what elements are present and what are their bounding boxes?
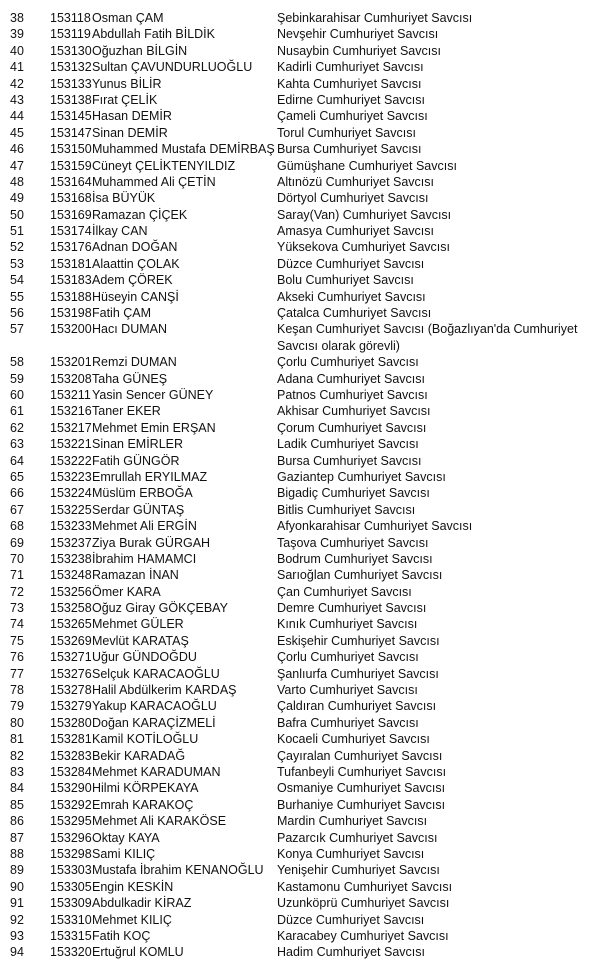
row-number: 81 [10,732,24,747]
registry-number: 153133 [50,76,92,91]
person-name: Ziya Burak GÜRGAH [92,535,211,550]
assignment: Patnos Cumhuriyet Savcısı [277,388,428,402]
row-number: 50 [10,207,24,222]
list-row [0,485,600,501]
registry-number: 153310 [50,912,92,927]
list-row [0,535,600,551]
assignment: Çorlu Cumhuriyet Savcısı [277,650,419,665]
person-name: Sinan DEMİR [92,125,168,140]
assignment: Düzce Cumhuriyet Savcısı [277,912,425,927]
list-row [0,895,600,911]
assignment: Taşova Cumhuriyet Savcısı [277,535,429,550]
list-row [0,649,600,665]
registry-number: 153147 [50,125,92,140]
assignment: Karacabey Cumhuriyet Savcısı [277,928,449,943]
assignment: Gümüşhane Cumhuriyet Savcısı [277,158,457,173]
list-row [0,10,600,26]
registry-number: 153164 [50,174,92,189]
list-row [0,158,600,174]
assignment: Düzce Cumhuriyet Savcısı [277,256,425,271]
row-number: 57 [10,322,24,337]
row-number: 48 [10,174,24,189]
person-name: Fatih ÇAM [92,306,152,321]
row-number: 74 [10,617,24,632]
assignment: Torul Cumhuriyet Savcısı [277,125,416,140]
registry-number: 153298 [50,846,92,861]
row-number: 91 [10,896,24,911]
person-name: Mehmet KARADUMAN [92,764,221,779]
registry-number: 153176 [50,240,92,255]
registry-number: 153223 [50,469,92,484]
assignment: Bursa Cumhuriyet Savcısı [277,142,422,157]
assignment: Şanlıurfa Cumhuriyet Savcısı [277,666,439,681]
list-row [0,256,600,272]
registry-number: 153248 [50,568,92,583]
row-number: 61 [10,404,24,419]
assignment: Varto Cumhuriyet Savcısı [277,683,418,698]
person-name: Oğuz Giray GÖKÇEBAY [92,601,228,616]
row-number: 77 [10,666,24,681]
row-number: 62 [10,420,24,435]
assignment: Bodrum Cumhuriyet Savcısı [277,551,433,566]
list-row [0,912,600,928]
row-number: 80 [10,715,24,730]
list-row [0,92,600,108]
person-name: Taner EKER [92,404,161,419]
assignment: Çayıralan Cumhuriyet Savcısı [277,748,443,763]
list-row [0,436,600,452]
assignment: Konya Cumhuriyet Savcısı [277,846,425,861]
row-number: 54 [10,273,24,288]
row-number: 41 [10,60,24,75]
registry-number: 153225 [50,502,92,517]
assignment: Kadirli Cumhuriyet Savcısı [277,60,424,75]
list-row [0,403,600,419]
registry-number: 153118 [50,11,91,25]
row-number: 67 [10,502,24,517]
assignment: Çan Cumhuriyet Savcısı [277,584,412,599]
row-number: 52 [10,240,24,255]
row-number: 64 [10,453,24,468]
registry-number: 153132 [50,60,92,75]
registry-number: 153303 [50,863,92,878]
list-row [0,813,600,829]
person-name: Mehmet Ali ERGİN [92,519,197,534]
registry-number: 153181 [50,256,92,271]
row-number: 93 [10,928,24,943]
assignment: Edirne Cumhuriyet Savcısı [277,92,425,107]
person-name: Yasin Sencer GÜNEY [92,388,214,402]
assignment: Afyonkarahisar Cumhuriyet Savcısı [277,519,473,534]
row-number: 46 [10,142,24,157]
person-name: Hacı DUMAN [92,322,168,337]
person-name: Sultan ÇAVUNDURLUOĞLU [92,60,253,75]
list-row [0,59,600,75]
registry-number: 153130 [50,43,92,58]
list-row [0,633,600,649]
registry-number: 153315 [50,928,92,943]
row-number: 83 [10,764,24,779]
assignment: Kahta Cumhuriyet Savcısı [277,76,422,91]
list-row [0,125,600,141]
person-name: Hilmi KÖRPEKAYA [92,781,199,796]
person-name: Bekir KARADAĞ [92,748,186,763]
person-name: Uğur GÜNDOĞDU [92,650,197,665]
row-number: 60 [10,388,24,402]
person-name: Fatih KOÇ [92,928,151,943]
row-number: 58 [10,355,24,370]
list-row [0,862,600,878]
person-name: Yakup KARACAOĞLU [92,699,217,714]
list-row [0,846,600,862]
person-name: Doğan KARAÇİZMELİ [92,715,216,730]
list-row [0,305,600,321]
person-name: Sinan EMİRLER [92,437,184,452]
assignment: Akhisar Cumhuriyet Savcısı [277,404,431,419]
assignment: Saray(Van) Cumhuriyet Savcısı [277,207,452,222]
row-number: 65 [10,469,24,484]
person-name: Mehmet KILIÇ [92,912,172,927]
row-number: 45 [10,125,24,140]
person-name: Müslüm ERBOĞA [92,486,193,501]
list-row [0,43,600,59]
registry-number: 153224 [50,486,92,501]
row-number: 71 [10,568,24,583]
row-number: 68 [10,519,24,534]
assignment: Uzunköprü Cumhuriyet Savcısı [277,896,450,911]
registry-number: 153265 [50,617,92,632]
registry-number: 153292 [50,797,92,812]
list-row [0,682,600,698]
assignment: Bigadiç Cumhuriyet Savcısı [277,486,430,501]
person-name: Cüneyt ÇELİKTENYILDIZ [92,158,236,173]
list-row [0,715,600,731]
row-number: 53 [10,256,24,271]
row-number: 69 [10,535,24,550]
registry-number: 153269 [50,633,92,648]
registry-number: 153237 [50,535,92,550]
row-number: 73 [10,601,24,616]
person-name: Oktay KAYA [92,830,160,845]
row-number: 42 [10,76,24,91]
row-number: 44 [10,109,24,124]
registry-number: 153159 [50,158,92,173]
list-row [0,944,600,960]
registry-number: 153320 [50,945,92,960]
registry-number: 153168 [50,191,92,206]
assignment: Bafra Cumhuriyet Savcısı [277,715,419,730]
person-name: Ömer KARA [92,584,161,599]
row-number: 51 [10,224,24,239]
registry-number: 153296 [50,830,92,845]
assignment: Yenişehir Cumhuriyet Savcısı [277,863,440,878]
list-row [0,764,600,780]
row-number: 63 [10,437,24,452]
assignment: Keşan Cumhuriyet Savcısı (Boğazlıyan'da Cumhuriyet Savcısı olarak görevli) [277,322,578,353]
registry-number: 153290 [50,781,92,796]
person-name: Sami KILIÇ [92,846,156,861]
registry-number: 153280 [50,715,92,730]
registry-number: 153283 [50,748,92,763]
row-number: 92 [10,912,24,927]
row-number: 59 [10,371,24,386]
list-row [0,453,600,469]
row-number: 72 [10,584,24,599]
row-number: 87 [10,830,24,845]
list-row [0,731,600,747]
registry-number: 153238 [50,551,92,566]
row-number: 94 [10,945,24,960]
row-number: 78 [10,683,24,698]
assignment: Demre Cumhuriyet Savcısı [277,601,427,616]
person-name: Mehmet Ali KARAKÖSE [92,814,227,829]
list-row [0,502,600,518]
list-row [0,567,600,583]
list-row [0,223,600,239]
assignment: Altınözü Cumhuriyet Savcısı [277,174,435,189]
registry-number: 153281 [50,732,92,747]
list-row [0,207,600,223]
registry-number: 153258 [50,601,92,616]
assignment: Gaziantep Cumhuriyet Savcısı [277,469,446,484]
list-row [0,698,600,714]
assignment: Amasya Cumhuriyet Savcısı [277,224,434,239]
list-row [0,321,600,354]
list-row [0,387,600,403]
registry-number: 153200 [50,322,92,337]
assignment: Kınık Cumhuriyet Savcısı [277,617,418,632]
person-name: Mevlüt KARATAŞ [92,633,189,648]
registry-number: 153295 [50,814,92,829]
row-number: 86 [10,814,24,829]
list-row [0,780,600,796]
assignment: Hadim Cumhuriyet Savcısı [277,945,425,960]
row-number: 55 [10,289,24,304]
person-name: Serdar GÜNTAŞ [92,502,185,517]
person-name: Kamil KOTİLOĞLU [92,732,199,747]
person-name: Yunus BİLİR [92,76,162,91]
registry-number: 153271 [50,650,92,665]
assignment: Ladik Cumhuriyet Savcısı [277,437,419,452]
registry-number: 153208 [50,371,92,386]
row-number: 82 [10,748,24,763]
list-row [0,551,600,567]
person-name: Fatih GÜNGÖR [92,453,180,468]
person-name: Fırat ÇELİK [92,92,158,107]
row-number: 85 [10,797,24,812]
row-number: 47 [10,158,24,173]
row-number: 56 [10,306,24,321]
list-row [0,584,600,600]
person-name: Mehmet GÜLER [92,617,184,632]
assignment: Mardin Cumhuriyet Savcısı [277,814,428,829]
assignment: Nevşehir Cumhuriyet Savcısı [277,27,439,42]
registry-number: 153222 [50,453,92,468]
row-number: 75 [10,633,24,648]
registry-number: 153279 [50,699,92,714]
list-row [0,190,600,206]
list-row [0,174,600,190]
person-name: Mehmet Emin ERŞAN [92,420,216,435]
person-name: Abdulkadir KİRAZ [92,896,192,911]
person-name: Hasan DEMİR [92,109,172,124]
assignment: Burhaniye Cumhuriyet Savcısı [277,797,446,812]
person-name: Taha GÜNEŞ [92,371,168,386]
assignment: Adana Cumhuriyet Savcısı [277,371,425,386]
registry-number: 153278 [50,683,92,698]
person-name: Adnan DOĞAN [92,240,178,255]
assignment: Çorlu Cumhuriyet Savcısı [277,355,419,370]
appointment-list [0,10,600,961]
registry-number: 153174 [50,224,92,239]
list-row [0,600,600,616]
person-name: İbrahim HAMAMCI [92,551,197,566]
person-name: Ramazan ÇİÇEK [92,207,188,222]
list-row [0,879,600,895]
person-name: Adem ÇÖREK [92,273,173,288]
person-name: Oğuzhan BİLGİN [92,43,188,58]
list-row [0,141,600,157]
person-name: Halil Abdülkerim KARDAŞ [92,683,237,698]
person-name: Remzi DUMAN [92,355,177,370]
assignment: Tufanbeyli Cumhuriyet Savcısı [277,764,447,779]
list-row [0,797,600,813]
list-row [0,420,600,436]
registry-number: 153221 [50,437,92,452]
assignment: Bolu Cumhuriyet Savcısı [277,273,414,288]
row-number: 89 [10,863,24,878]
person-name: Engin KESKİN [92,879,174,894]
list-row [0,518,600,534]
registry-number: 153256 [50,584,92,599]
assignment: Dörtyol Cumhuriyet Savcısı [277,191,429,206]
assignment: Eskişehir Cumhuriyet Savcısı [277,633,440,648]
row-number: 90 [10,879,24,894]
person-name: Mustafa İbrahim KENANOĞLU [92,863,264,878]
list-row [0,748,600,764]
assignment: Yüksekova Cumhuriyet Savcısı [277,240,450,255]
list-row [0,108,600,124]
row-number: 39 [10,27,24,42]
registry-number: 153188 [50,289,92,304]
registry-number: 153216 [50,404,92,419]
list-row [0,354,600,370]
person-name: Abdullah Fatih BİLDİK [92,27,215,42]
assignment: Akseki Cumhuriyet Savcısı [277,289,426,304]
person-name: Muhammed Mustafa DEMİRBAŞ [92,142,275,157]
registry-number: 153233 [50,519,92,534]
person-name: Alaattin ÇOLAK [92,256,180,271]
registry-number: 153201 [50,355,92,370]
assignment: Çatalca Cumhuriyet Savcısı [277,306,432,321]
person-name: Emrah KARAKOÇ [92,797,194,812]
assignment: Çaldıran Cumhuriyet Savcısı [277,699,437,714]
assignment: Bursa Cumhuriyet Savcısı [277,453,422,468]
assignment: Nusaybin Cumhuriyet Savcısı [277,43,441,58]
registry-number: 153169 [50,207,92,222]
person-name: Muhammed Ali ÇETİN [92,174,216,189]
list-row [0,26,600,42]
row-number: 49 [10,191,24,206]
list-row [0,666,600,682]
person-name: Osman ÇAM [92,11,164,25]
list-row [0,830,600,846]
person-name: İsa BÜYÜK [92,191,156,206]
assignment: Çameli Cumhuriyet Savcısı [277,109,428,124]
assignment: Çorum Cumhuriyet Savcısı [277,420,427,435]
registry-number: 153284 [50,764,92,779]
list-row [0,469,600,485]
list-row [0,76,600,92]
row-number: 70 [10,551,24,566]
row-number: 79 [10,699,24,714]
assignment: Şebinkarahisar Cumhuriyet Savcısı [277,11,473,25]
list-row [0,239,600,255]
row-number: 84 [10,781,24,796]
person-name: Ertuğrul KOMLU [92,945,184,960]
registry-number: 153211 [50,388,91,402]
registry-number: 153198 [50,306,92,321]
assignment: Osmaniye Cumhuriyet Savcısı [277,781,446,796]
row-number: 66 [10,486,24,501]
row-number: 43 [10,92,24,107]
person-name: İlkay CAN [92,224,148,239]
list-row [0,616,600,632]
registry-number: 153217 [50,420,92,435]
person-name: Emrullah ERYILMAZ [92,469,208,484]
registry-number: 153276 [50,666,92,681]
list-row [0,371,600,387]
registry-number: 153150 [50,142,92,157]
assignment: Sarıoğlan Cumhuriyet Savcısı [277,568,443,583]
assignment: Pazarcık Cumhuriyet Savcısı [277,830,438,845]
registry-number: 153305 [50,879,92,894]
assignment: Bitlis Cumhuriyet Savcısı [277,502,416,517]
row-number: 88 [10,846,24,861]
assignment: Kocaeli Cumhuriyet Savcısı [277,732,430,747]
registry-number: 153145 [50,109,92,124]
person-name: Selçuk KARACAOĞLU [92,666,220,681]
row-number: 38 [10,11,24,25]
list-row [0,272,600,288]
person-name: Ramazan İNAN [92,568,179,583]
list-row [0,289,600,305]
list-row [0,928,600,944]
registry-number: 153119 [50,27,91,42]
registry-number: 153309 [50,896,92,911]
row-number: 40 [10,43,24,58]
row-number: 76 [10,650,24,665]
registry-number: 153138 [50,92,92,107]
registry-number: 153183 [50,273,92,288]
assignment: Kastamonu Cumhuriyet Savcısı [277,879,453,894]
person-name: Hüseyin CANŞİ [92,289,179,304]
